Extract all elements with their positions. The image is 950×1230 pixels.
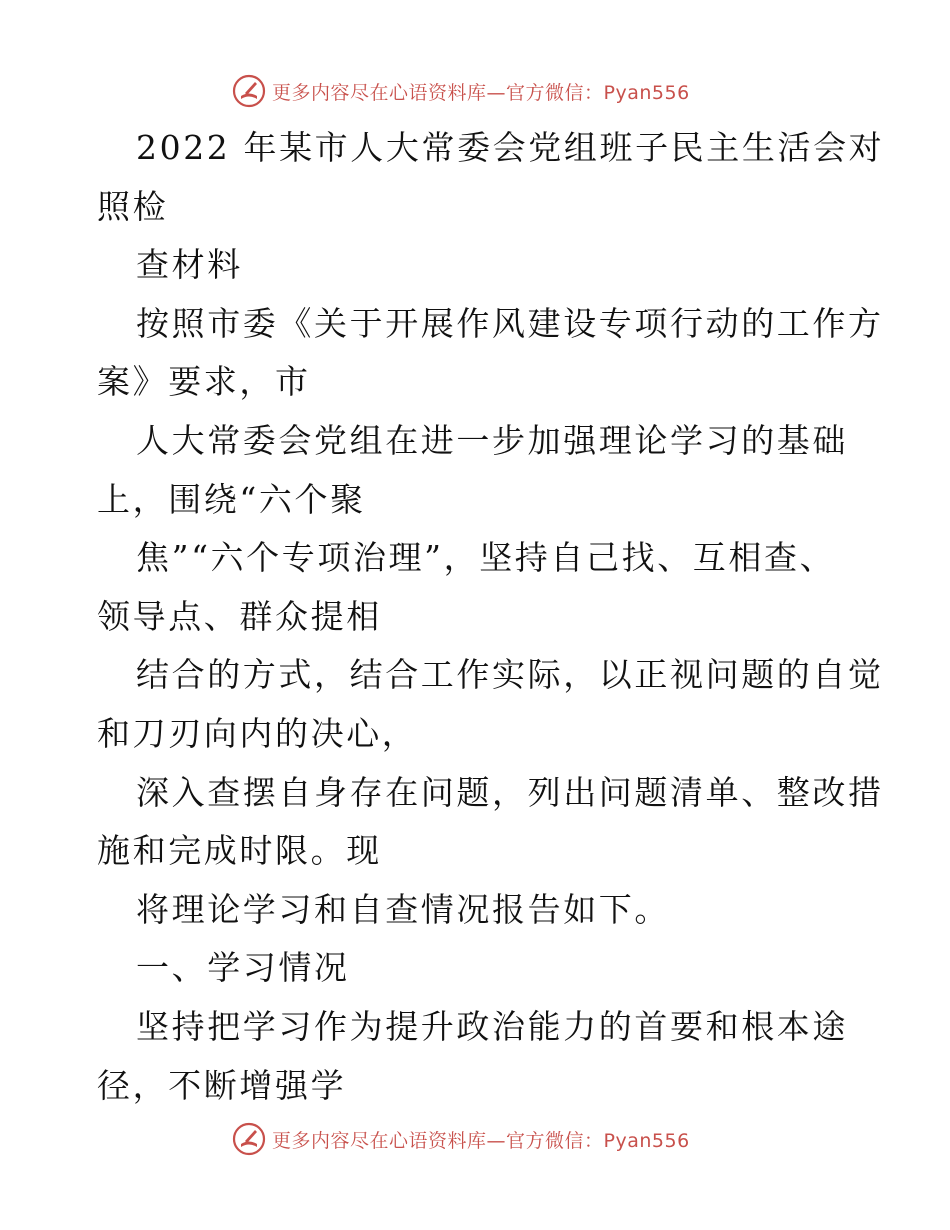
document-line: 施和完成时限。现 xyxy=(97,831,382,871)
watermark-text: 更多内容尽在心语资料库—官方微信：Pyan556 xyxy=(272,81,690,104)
book-pen-logo-icon xyxy=(232,1122,266,1156)
document-line: 一、学习情况 xyxy=(136,948,350,988)
document-line: 领导点、群众提相 xyxy=(97,596,382,636)
document-line: 结合的方式，结合工作实际，以正视问题的自觉 xyxy=(136,655,884,695)
document-line: 径，不断增强学 xyxy=(97,1065,347,1105)
book-pen-logo-icon xyxy=(232,74,266,108)
document-line: 焦”“六个专项治理”，坚持自己找、互相查、 xyxy=(136,538,836,578)
document-line: 人大常委会党组在进一步加强理论学习的基础 xyxy=(136,421,848,460)
document-line: 和刀刃向内的决心， xyxy=(97,714,418,753)
document-line: 2022 年某市人大常委会党组班子民主生活会对 xyxy=(136,128,885,167)
document-line: 深入查摆自身存在问题，列出问题清单、整改措 xyxy=(136,772,884,812)
header-watermark xyxy=(232,71,690,111)
document-line: 上，围绕“六个聚 xyxy=(97,479,366,519)
watermark-text: 更多内容尽在心语资料库—官方微信：Pyan556 xyxy=(272,1129,690,1152)
document-line: 坚持把学习作为提升政治能力的首要和根本途 xyxy=(136,1007,848,1046)
footer-watermark xyxy=(232,1119,690,1159)
document-line: 查材料 xyxy=(136,245,243,285)
document-line: 按照市委《关于开展作风建设专项行动的工作方 xyxy=(136,303,884,343)
document-line: 将理论学习和自查情况报告如下。 xyxy=(136,889,670,929)
document-line: 案》要求，市 xyxy=(97,362,311,402)
document-line: 照检 xyxy=(97,186,169,226)
